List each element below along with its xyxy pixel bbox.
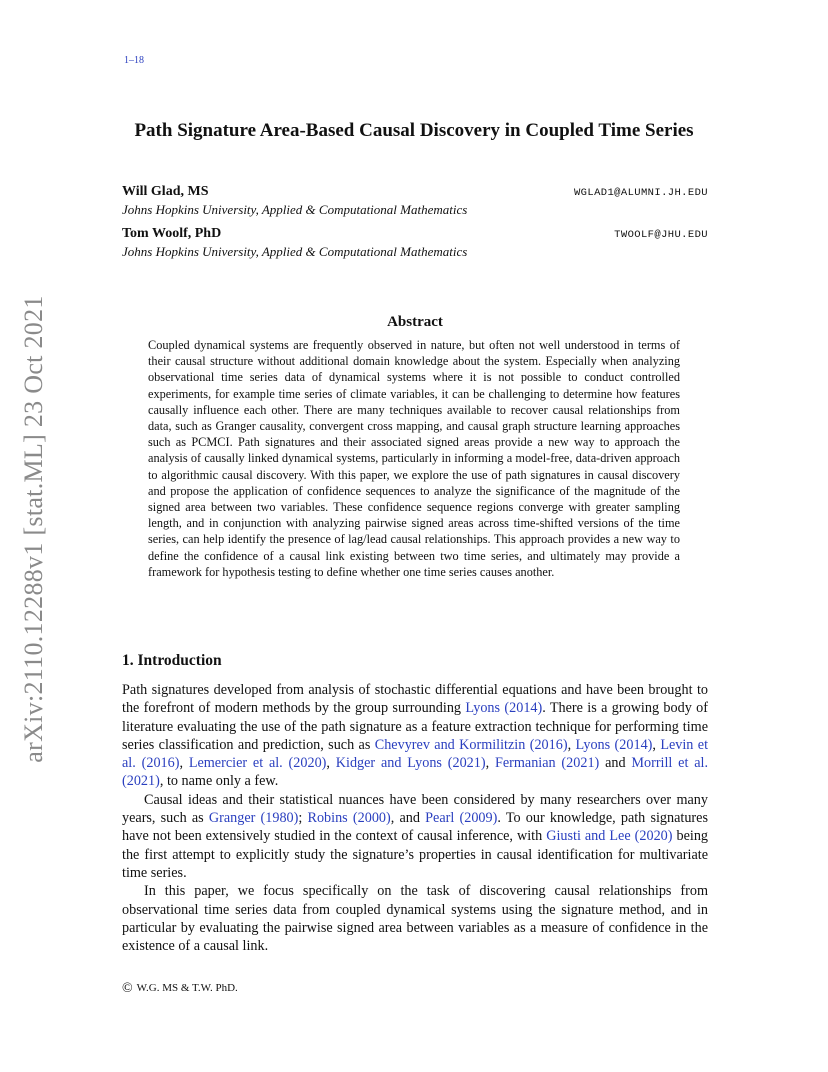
arxiv-stamp: arXiv:2110.12288v1 [stat.ML] 23 Oct 2021 [19, 295, 48, 763]
copyright-footer [122, 981, 238, 997]
citation-link[interactable]: Granger (1980) [208, 810, 299, 827]
author-email: TWOOLF@JHU.EDU [614, 229, 708, 241]
citation-author: Lyons [575, 736, 611, 753]
text-run: being the first attempt to explicitly study the signature’s properties in causal identification for multivariate time series. [122, 828, 709, 881]
citation-year: 2000 [357, 810, 387, 827]
citation-author: Levin et al. [122, 736, 709, 772]
citation-year: 2014 [619, 736, 648, 753]
author-block-2 [122, 226, 708, 260]
citation-link[interactable]: Pearl (2009) [425, 810, 498, 827]
citation-year: 1980 [265, 810, 294, 827]
citation-author: Fermanian [494, 755, 556, 772]
citation-year: 2021 [126, 773, 156, 790]
citation-author: Giusti and Lee [546, 828, 631, 845]
abstract-text: Coupled dynamical systems are frequently observed in nature, but often not well understood in terms of their causal structure without additional domain knowledge about the system. Especially when analyzing observational time series data of dynamical systems where it is not possible to conduct controlled experiments, for example time series of climate variables, it can be challenging to determine how features causally influence each other. There are many techniques available to recover causal relationships from data, such as Granger causality, convergent cross mapping, and causal graph structure learning approaches such as PCMCI. Path signatures and their associated signed areas provide a new way to approach the analysis of causally linked dynamical systems, particularly in informing a model-free, data-driven approach to algorithmic causal discovery. With this paper, we explore the use of path signatures in causal discovery and propose the application of confidence sequences to analyze the significance of the magnitude of the signed area between two variables. These confidence sequence regions converge with greater sampling length, and in conjunction with analyzing pairwise signed areas across time-shifted versions of the time series, can help identify the presence of lag/lead causal relationships. This approach provides a new way to define the confidence of a causal link existing between two time series, and ultimately may provide a framework for hypothesis testing to define whether one time series causes another. [148, 338, 680, 579]
text-run: , and [390, 810, 426, 827]
author-block-1 [122, 184, 708, 218]
text-run: Causal ideas and their statistical nuances have been considered by many researchers over many years, such as [122, 791, 708, 827]
citation-link[interactable]: Kidger and Lyons (2021) [335, 755, 486, 772]
citation-author: Lemercier et al. [188, 755, 283, 772]
introduction-body [122, 681, 708, 955]
author-name: Will Glad, MS [122, 184, 209, 199]
text-run: , to name only a few. [159, 773, 279, 790]
citation-year: 2020 [639, 828, 668, 845]
citation-author: Chevyrev and Kormilitzin [374, 736, 526, 753]
citation-author: Pearl [425, 810, 455, 827]
citation-year: 2009 [464, 810, 493, 827]
citation-link[interactable]: Giusti and Lee (2020) [546, 828, 673, 845]
citation-author: Kidger and Lyons [335, 755, 442, 772]
citation-year: 2021 [452, 755, 481, 772]
text-run: and [599, 755, 632, 772]
author-name: Tom Woolf, PhD [122, 226, 222, 241]
citation-year: 2021 [566, 755, 595, 772]
page-range[interactable]: 1–18 [124, 55, 144, 66]
copyright-text: W.G. MS & T.W. PhD. [136, 982, 238, 994]
citation-link[interactable]: Levin et al. (2016) [122, 736, 709, 772]
citation-link[interactable]: Lemercier et al. (2020) [188, 755, 327, 772]
copyright-icon: © [122, 981, 133, 996]
intro-paragraph-3: In this paper, we focus specifically on the task of discovering causal relationships from observational time series data from coupled dynamical systems using the signature method, and in particular by evaluating the pairwise signed area between variables as a measure of confidence in the existence of a causal link. [122, 883, 708, 955]
citation-author: Robins [307, 810, 348, 827]
arxiv-stamp-container [14, 283, 54, 775]
intro-paragraph-2: Causal ideas and their statistical nuances have been considered by many researchers over many years, such as Granger (1980); Robins (2000), and Pearl (2009). To our knowledge, path signatures have not been extensively studied in the context of causal inference, with Giusti and Lee (2020) being the first attempt to explicitly study the signature’s properties in causal identification for multivariate time series. [122, 791, 709, 881]
citation-year: 2014 [509, 700, 538, 717]
text-run: . To our knowledge, path signatures have not been extensively studied in the context of causal inference, with [122, 810, 708, 845]
citation-year: 2020 [293, 755, 322, 772]
citation-link[interactable]: Morrill et al. (2021) [122, 755, 709, 790]
text-run: . There is a growing body of literature evaluating the use of the path signature as a feature extraction technique for performing time series classification and prediction, such as [122, 700, 708, 753]
citation-author: Granger [208, 810, 256, 827]
citation-link[interactable]: Chevyrev and Kormilitzin (2016) [374, 736, 568, 753]
citation-link[interactable]: Lyons (2014) [575, 736, 653, 753]
author-affiliation: Johns Hopkins University, Applied & Computational Mathematics [122, 202, 468, 217]
citation-year: 2016 [534, 736, 563, 753]
citation-author: Lyons [465, 700, 501, 717]
text-run: Path signatures developed from analysis of stochastic differential equations and have been brought to the forefront of modern methods by the group surrounding [122, 682, 708, 717]
section-heading-introduction: 1. Introduction [122, 652, 222, 669]
citation-author: Morrill et al. [631, 755, 709, 772]
intro-paragraph-1: Path signatures developed from analysis of stochastic differential equations and have been brought to the forefront of modern methods by the group surrounding Lyons (2014). There is a growing body of literature evaluating the use of the path signature as a feature extraction technique for performing time series classification and prediction, such as Chevyrev and Kormilitzin (2016), Lyons (2014), Levin et al. (2016), Lemercier et al. (2020), Kidger and Lyons (2021), Fermanian (2021) and Morrill et al. (2021), to name only a few. [122, 682, 709, 790]
citation-link[interactable]: Robins (2000) [307, 810, 391, 827]
citation-link[interactable]: Lyons (2014) [465, 700, 543, 717]
author-email: WGLAD1@ALUMNI.JH.EDU [573, 187, 708, 199]
citation-link[interactable]: Fermanian (2021) [494, 755, 600, 772]
abstract-heading: Abstract [387, 314, 443, 330]
citation-year: 2016 [146, 755, 175, 772]
paper-title: Path Signature Area-Based Causal Discovery in Coupled Time Series [134, 120, 694, 141]
author-affiliation: Johns Hopkins University, Applied & Computational Mathematics [122, 244, 468, 259]
